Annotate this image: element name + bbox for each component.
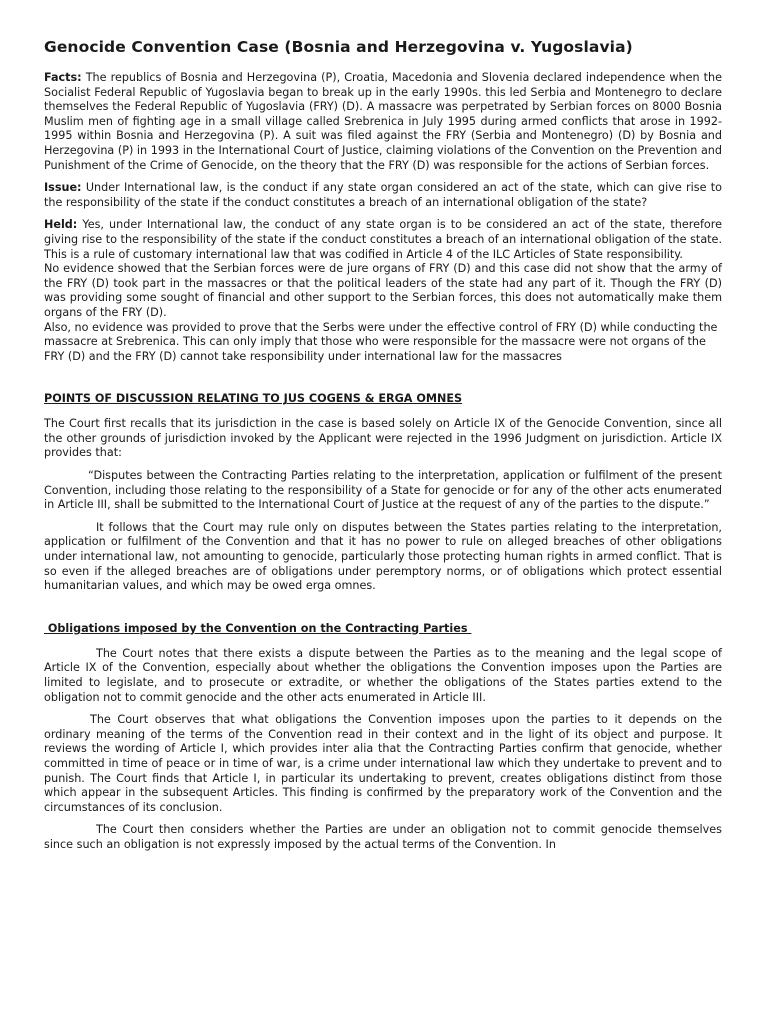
- facts-text: The republics of Bosnia and Herzegovina (P), Croatia, Macedonia and Slovenia declared independence when the Socialist Federal Republic of Yugoslavia began to break up in the early 1990s. this led Serbia and Montenegro to declare themselves the Federal Republic of Yugoslavia (FRY) (D). A massacre was perpetrated by Serbian forces on 8000 Bosnia Muslim men of fighting age in a small village called Srebrenica in July 1995 during armed conflicts that arose in 1992-1995 within Bosnia and Herzegovina (P). A suit was filed against the FRY (Serbia and Montenegro) (D) by Bosnia and Herzegovina (P) in 1993 in the International Court of Justice, claiming violations of the Convention on the Prevention and Punishment of the Crime of Genocide, on the theory that the FRY (D) was responsible for the actions of Serbian forces.: [44, 71, 722, 172]
- issue-label: Issue:: [44, 181, 82, 195]
- spacer: [44, 372, 722, 392]
- held-label: Held:: [44, 218, 78, 232]
- case-title: Genocide Convention Case (Bosnia and Herzegovina v. Yugoslavia): [44, 38, 633, 56]
- obligations-heading: Obligations imposed by the Convention on the Contracting Parties: [44, 621, 472, 635]
- spacer: [44, 602, 722, 622]
- obligations-paragraph-1: The Court notes that there exists a dispute between the Parties as to the meaning and the legal scope of Article IX of the Convention, especially about whether the obligations the Convention imposes upon the Parties are limited to legislate, and to prosecute or extradite, or whether the obligations of the States parties extend to the obligation not to commit genocide and the other acts enumerated in Article III.: [44, 646, 722, 704]
- held-evidence-paragraph: No evidence showed that the Serbian forces were de jure organs of FRY (D) and this case did not show that the army of the FRY (D) took part in the massacres or that the political leaders of the state had any part of it. Though the FRY (D) was providing some sought of financial and other support to the Serbian forces, this does not automatically make them organs of the FRY (D).: [44, 262, 722, 319]
- document-page: [44, 38, 722, 861]
- issue-text: Under International law, is the conduct if any state organ considered an act of the state, which can give rise to the responsibility of the state if the conduct constitutes a breach of an international obligation of the state?: [44, 181, 722, 209]
- held-control-paragraph: Also, no evidence was provided to prove that the Serbs were under the effective control of FRY (D) while conducting the massacre at Srebrenica. This can only imply that those who were responsible for the massacre were not organs of the FRY (D) and the FRY (D) cannot take responsibility under international law for the massacres: [44, 320, 718, 363]
- facts-paragraph: [44, 71, 722, 173]
- obligations-paragraph-2: The Court observes that what obligations the Convention imposes upon the parties to it depends on the ordinary meaning of the terms of the Convention read in their context and in the light of its object and purpose. It reviews the wording of Article I, which provides inter alia that the Contracting Parties confirm that genocide, whether committed in time of peace or in time of war, is a crime under international law which they undertake to prevent and to punish. The Court finds that Article I, in particular its undertaking to prevent, creates obligations distinct from those which appear in the subsequent Articles. This finding is confirmed by the preparatory work of the Convention and the circumstances of its conclusion.: [44, 713, 722, 814]
- held-paragraph: [44, 218, 722, 262]
- discussion-paragraph-1: The Court first recalls that its jurisdiction in the case is based solely on Article IX of the Genocide Convention, since all the other grounds of jurisdiction invoked by the Applicant were rejected in the 1996 Judgment on jurisdiction. Article IX provides that:: [44, 417, 722, 460]
- issue-paragraph: [44, 181, 722, 210]
- held-text: Yes, under International law, the conduct of any state organ is to be considered an act of the state, therefore giving rise to the responsibility of the state if the conduct constitutes a breach of an international obligation of the state. This is a rule of customary international law that was codified in Article 4 of the ILC Articles of State responsibility.: [44, 218, 722, 261]
- discussion-paragraph-2: It follows that the Court may rule only on disputes between the States parties relating to the interpretation, application or fulfilment of the Convention and that it has no power to rule on alleged breaches of other obligations under international law, not amounting to genocide, particularly those protecting human rights in armed conflict. That is so even if the alleged breaches are of obligations under peremptory norms, or of obligations which protect essential humanitarian values, and which may be owed erga omnes.: [44, 520, 722, 593]
- discussion-heading: POINTS OF DISCUSSION RELATING TO JUS COGENS & ERGA OMNES: [44, 392, 463, 406]
- article-ix-quote: “Disputes between the Contracting Parties relating to the interpretation, application or fulfilment of the present Convention, including those relating to the responsibility of a State for genocide or for any of the other acts enumerated in Article III, shall be submitted to the International Court of Justice at the request of any of the parties to the dispute.”: [44, 469, 722, 512]
- facts-label: Facts:: [44, 71, 82, 84]
- obligations-paragraph-3: The Court then considers whether the Parties are under an obligation not to commit genocide themselves since such an obligation is not expressly imposed by the actual terms of the Convention. In: [44, 823, 722, 851]
